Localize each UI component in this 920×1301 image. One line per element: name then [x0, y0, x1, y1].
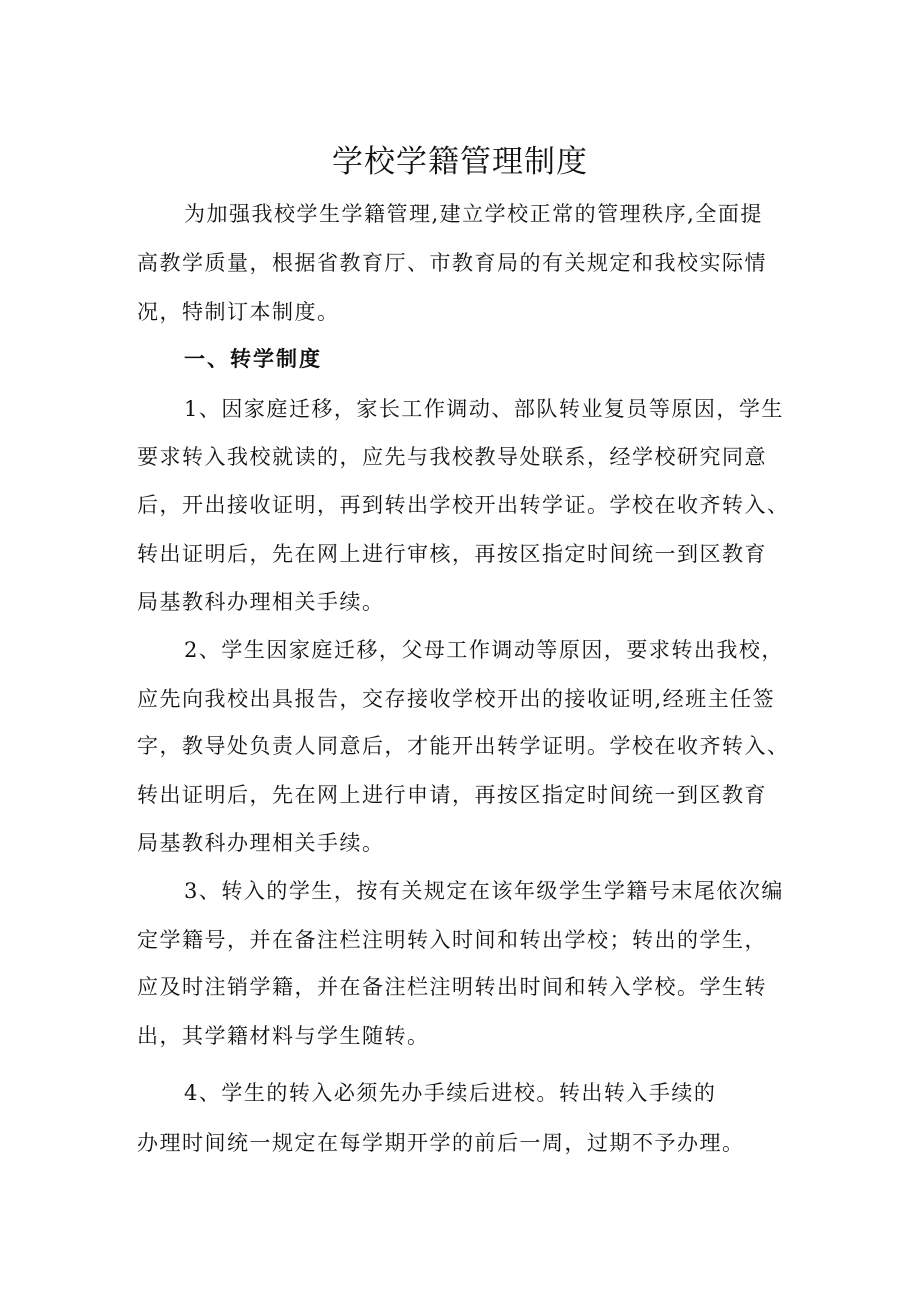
document-title: 学校学籍管理制度	[332, 144, 588, 180]
item-1-line-5: 局基教科办理相关手续。	[137, 590, 385, 614]
item-4-line-2: 办理时间统一规定在每学期开学的前后一周，过期不予办理。	[137, 1131, 745, 1155]
item-1-line-4: 转出证明后，先在网上进行审核，再按区指定时间统一到区教育	[137, 542, 767, 566]
item-1-line-3: 后，开出接收证明，再到转出学校开出转学证。学校在收齐转入、	[137, 493, 790, 517]
section-heading: 一、转学制度	[184, 347, 322, 371]
item-3-line-2: 定学籍号，并在备注栏注明转入时间和转出学校；转出的学生，	[137, 928, 767, 952]
item-3-line-4: 出，其学籍材料与学生随转。	[137, 1024, 430, 1048]
intro-line-1: 为加强我校学生学籍管理,建立学校正常的管理秩序,全面提	[184, 202, 763, 226]
intro-line-2: 高教学质量，根据省教育厅、市教育局的有关规定和我校实际情	[137, 251, 767, 275]
item-2-line-1: 2、学生因家庭迁移，父母工作调动等原因，要求转出我校，	[184, 638, 784, 662]
item-1-line-1: 1、因家庭迁移，家长工作调动、部队转业复员等原因，学生	[184, 397, 784, 421]
item-3-line-3: 应及时注销学籍，并在备注栏注明转出时间和转入学校。学生转	[137, 975, 767, 999]
item-2-line-5: 局基教科办理相关手续。	[137, 831, 385, 855]
item-2-line-2: 应先向我校出具报告，交存接收学校开出的接收证明,经班主任签	[137, 687, 776, 711]
item-3-line-1: 3、转入的学生，按有关规定在该年级学生学籍号末尾依次编	[184, 879, 784, 903]
item-2-line-4: 转出证明后，先在网上进行申请，再按区指定时间统一到区教育	[137, 783, 767, 807]
item-1-line-2: 要求转入我校就读的，应先与我校教导处联系，经学校研究同意	[137, 445, 767, 469]
item-4-line-1: 4、学生的转入必须先办手续后进校。转出转入手续的	[184, 1081, 717, 1105]
intro-line-3: 况，特制订本制度。	[137, 300, 340, 324]
item-2-line-3: 字，教导处负责人同意后，才能开出转学证明。学校在收齐转入、	[137, 734, 790, 758]
